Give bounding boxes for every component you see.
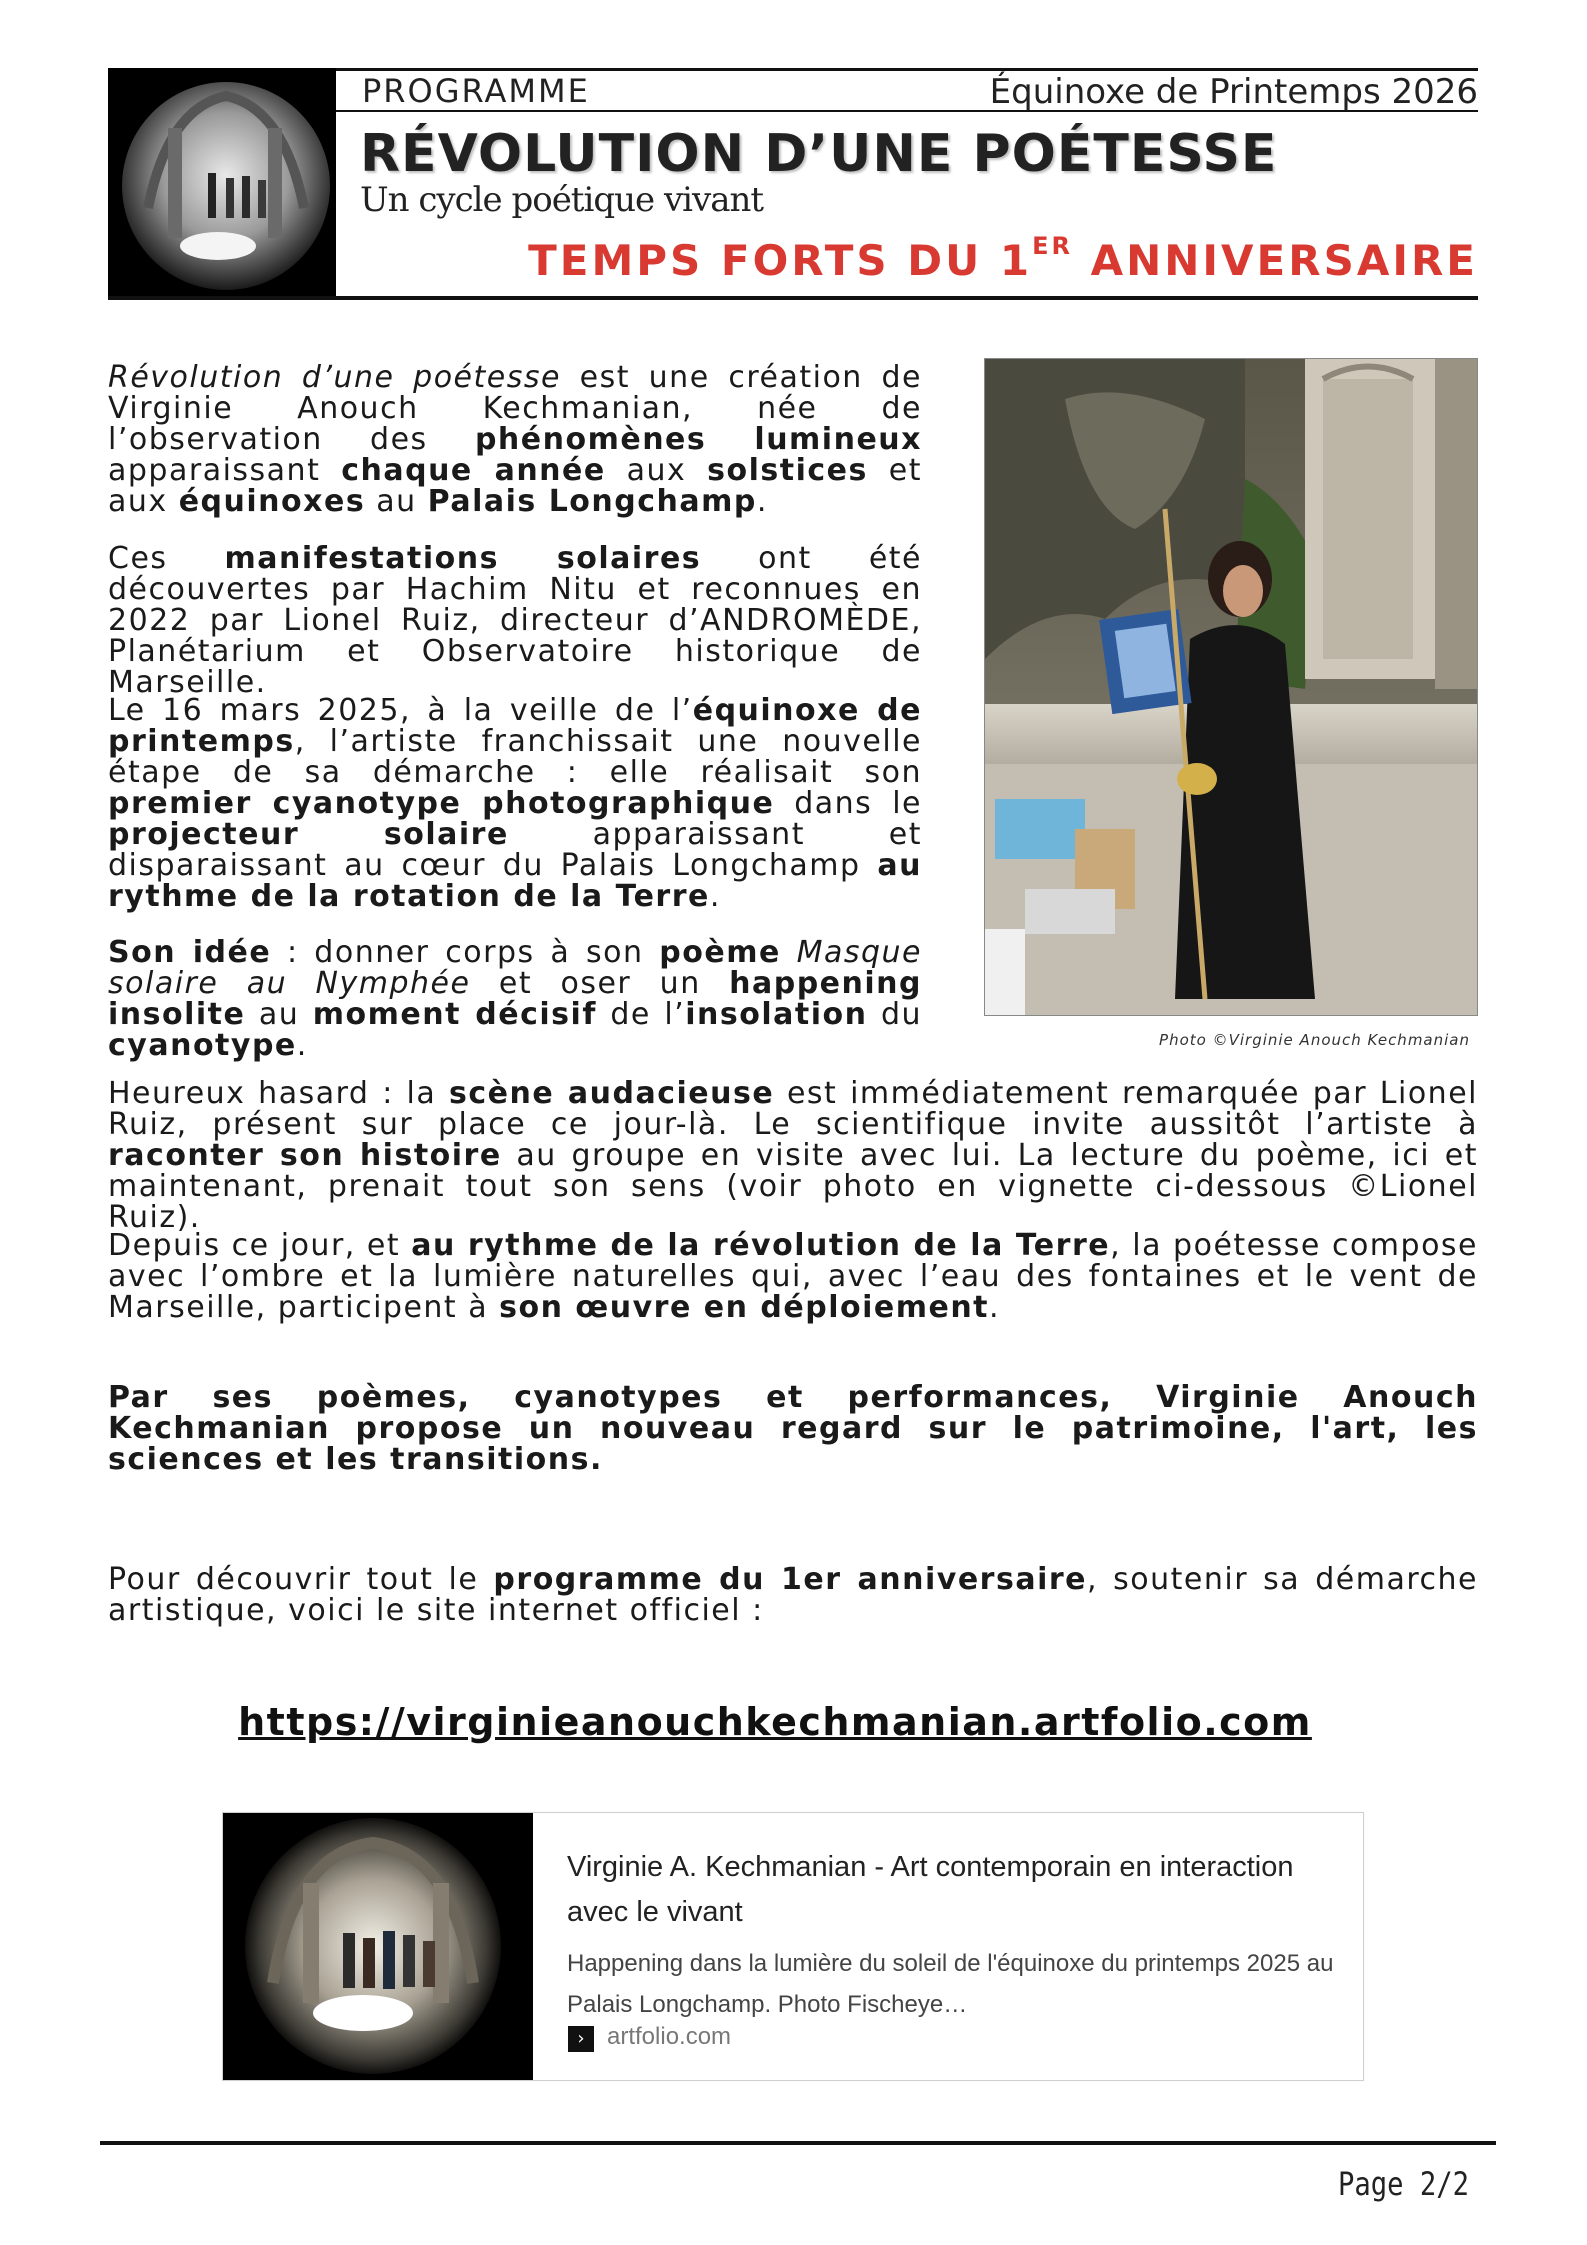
text-span: du [867, 997, 923, 1032]
anniversary-highlight [528, 232, 1478, 285]
website-link[interactable]: https://virginieanouchkechmanian.artfolio.com [238, 1700, 1312, 1744]
paragraph-statement: Par ses poèmes, cyanotypes et performances, Virginie Anouch Kechmanian propose un nouveau regard sur le patrimoine, l'art, les sciences et les transitions. [108, 1380, 1478, 1477]
text-span: Le 16 mars 2025, à la veille de l’ [108, 693, 693, 728]
highlight-superscript: ER [1032, 232, 1073, 260]
bold-span: équinoxe de printemps [108, 693, 922, 759]
text-span: apparaissant et disparaissant au cœur du Palais Longchamp [108, 817, 922, 883]
paragraph-intro [108, 362, 922, 517]
paragraph-discovery [108, 543, 922, 698]
bold-span: poème [659, 935, 781, 970]
bold-span: programme du 1er anniversaire [493, 1562, 1088, 1597]
bold-span: au rythme de la révolution de la Terre [411, 1228, 1111, 1263]
bold-span: au rythme de la rotation de la Terre [108, 848, 922, 914]
page-number: Page 2/2 [1338, 2165, 1470, 2203]
photo-credit: Photo ©Virginie Anouch Kechmanian [1159, 1031, 1470, 1049]
page-title: RÉVOLUTION D’UNE POÉTESSE [360, 124, 1278, 184]
bold-span: phénomènes lumineux [474, 422, 923, 457]
bold-span: cyanotype [108, 1028, 297, 1063]
text-span: est une création de Virginie Anouch Kechmanian, née de l’observation des [108, 360, 922, 457]
text-span: . [296, 1028, 308, 1063]
text-span: , soutenir sa démarche artistique, voici le site internet officiel : [108, 1562, 1478, 1628]
programme-label: PROGRAMME [362, 72, 590, 110]
text-span: est immédiatement remarquée par Lionel Ruiz, présent sur place ce jour-là. Le scientifique invite aussitôt l’artiste à [108, 1076, 1478, 1142]
page-subtitle: Un cycle poétique vivant [360, 180, 764, 220]
arrow-link-icon: › [568, 2026, 594, 2052]
bold-span: manifestations solaires [224, 541, 702, 576]
link-preview-domain: artfolio.com [607, 2023, 732, 2050]
bold-span: Son idée [108, 935, 272, 970]
bold-span: moment décisif [312, 997, 597, 1032]
text-span: Ces [108, 541, 225, 576]
text-span: Heureux hasard : la [108, 1076, 450, 1111]
bold-span: raconter son histoire [108, 1138, 502, 1173]
paragraph-idea [108, 937, 922, 1061]
bold-span: insolation [685, 997, 868, 1032]
text-span: de l’ [596, 997, 686, 1032]
artist-photo [984, 358, 1478, 1016]
link-preview-title[interactable]: Virginie A. Kechmanian - Art contemporain en interaction avec le vivant [567, 1851, 1294, 1928]
text-span: apparaissant [108, 453, 342, 488]
text-span: : donner corps à son [271, 935, 660, 970]
edition-label: Équinoxe de Printemps 2026 [989, 72, 1478, 112]
header-bottom-rule [108, 296, 1478, 300]
text-span: . [989, 1290, 1001, 1325]
text-span: ont été découvertes par Hachim Nitu et reconnues en 2022 par Lionel Ruiz, directeur d’ANDROMÈDE, Planétarium et Observatoire historique de Marseille. [108, 541, 922, 700]
bold-span: premier cyanotype photographique [108, 786, 775, 821]
text-span: . [756, 484, 768, 519]
text-span: au groupe en visite avec lui. La lecture du poème, ici et maintenant, prenait tout son sens (voir photo en vignette ci-dessous ©Lionel Ruiz). [108, 1138, 1478, 1235]
text-span: aux [605, 453, 708, 488]
bold-span: chaque année [341, 453, 606, 488]
text-span: et aux [108, 453, 922, 519]
text-span: au [245, 997, 313, 1032]
text-span: dans le [774, 786, 922, 821]
bold-span: scène audacieuse [449, 1076, 775, 1111]
work-title: Révolution d’une poétesse [108, 360, 561, 395]
paragraph-website [108, 1564, 1478, 1626]
bold-span: happening insolite [108, 966, 922, 1032]
bold-span: son œuvre en déploiement [499, 1290, 990, 1325]
link-preview-description: Happening dans la lumière du soleil de l'équinoxe du printemps 2025 au Palais Longchamp. Photo Fischeye… [567, 1950, 1334, 2018]
link-preview-thumbnail [223, 1813, 533, 2080]
bold-span: équinoxes [178, 484, 366, 519]
highlight-text-end: ANNIVERSAIRE [1072, 236, 1478, 285]
link-preview-card[interactable] [222, 1812, 1364, 2081]
paragraph-cyanotype [108, 695, 922, 912]
paragraph-happening [108, 1078, 1478, 1233]
header-fisheye-photo [108, 68, 336, 297]
paragraph-since [108, 1230, 1478, 1323]
text-span: Depuis ce jour, et [108, 1228, 412, 1263]
bold-span: solstices [707, 453, 868, 488]
text-span: , l’artiste franchissait une nouvelle étape de sa démarche : elle réalisait son [108, 724, 922, 790]
poem-title: Masque solaire au Nymphée [108, 935, 922, 1001]
text-span [781, 935, 797, 970]
text-span: . [709, 879, 721, 914]
highlight-text: TEMPS FORTS DU 1 [528, 236, 1033, 285]
text-span: et oser un [470, 966, 730, 1001]
bold-span: projecteur solaire [108, 817, 509, 852]
text-span: Pour découvrir tout le [108, 1562, 494, 1597]
text-span: , la poétesse compose avec l’ombre et la lumière naturelles qui, avec l’eau des fontaines et le vent de Marseille, participent à [108, 1228, 1479, 1325]
footer-rule [100, 2141, 1496, 2145]
text-span: au [365, 484, 428, 519]
bold-span: Palais Longchamp [427, 484, 757, 519]
header-top-rule [336, 68, 1478, 71]
